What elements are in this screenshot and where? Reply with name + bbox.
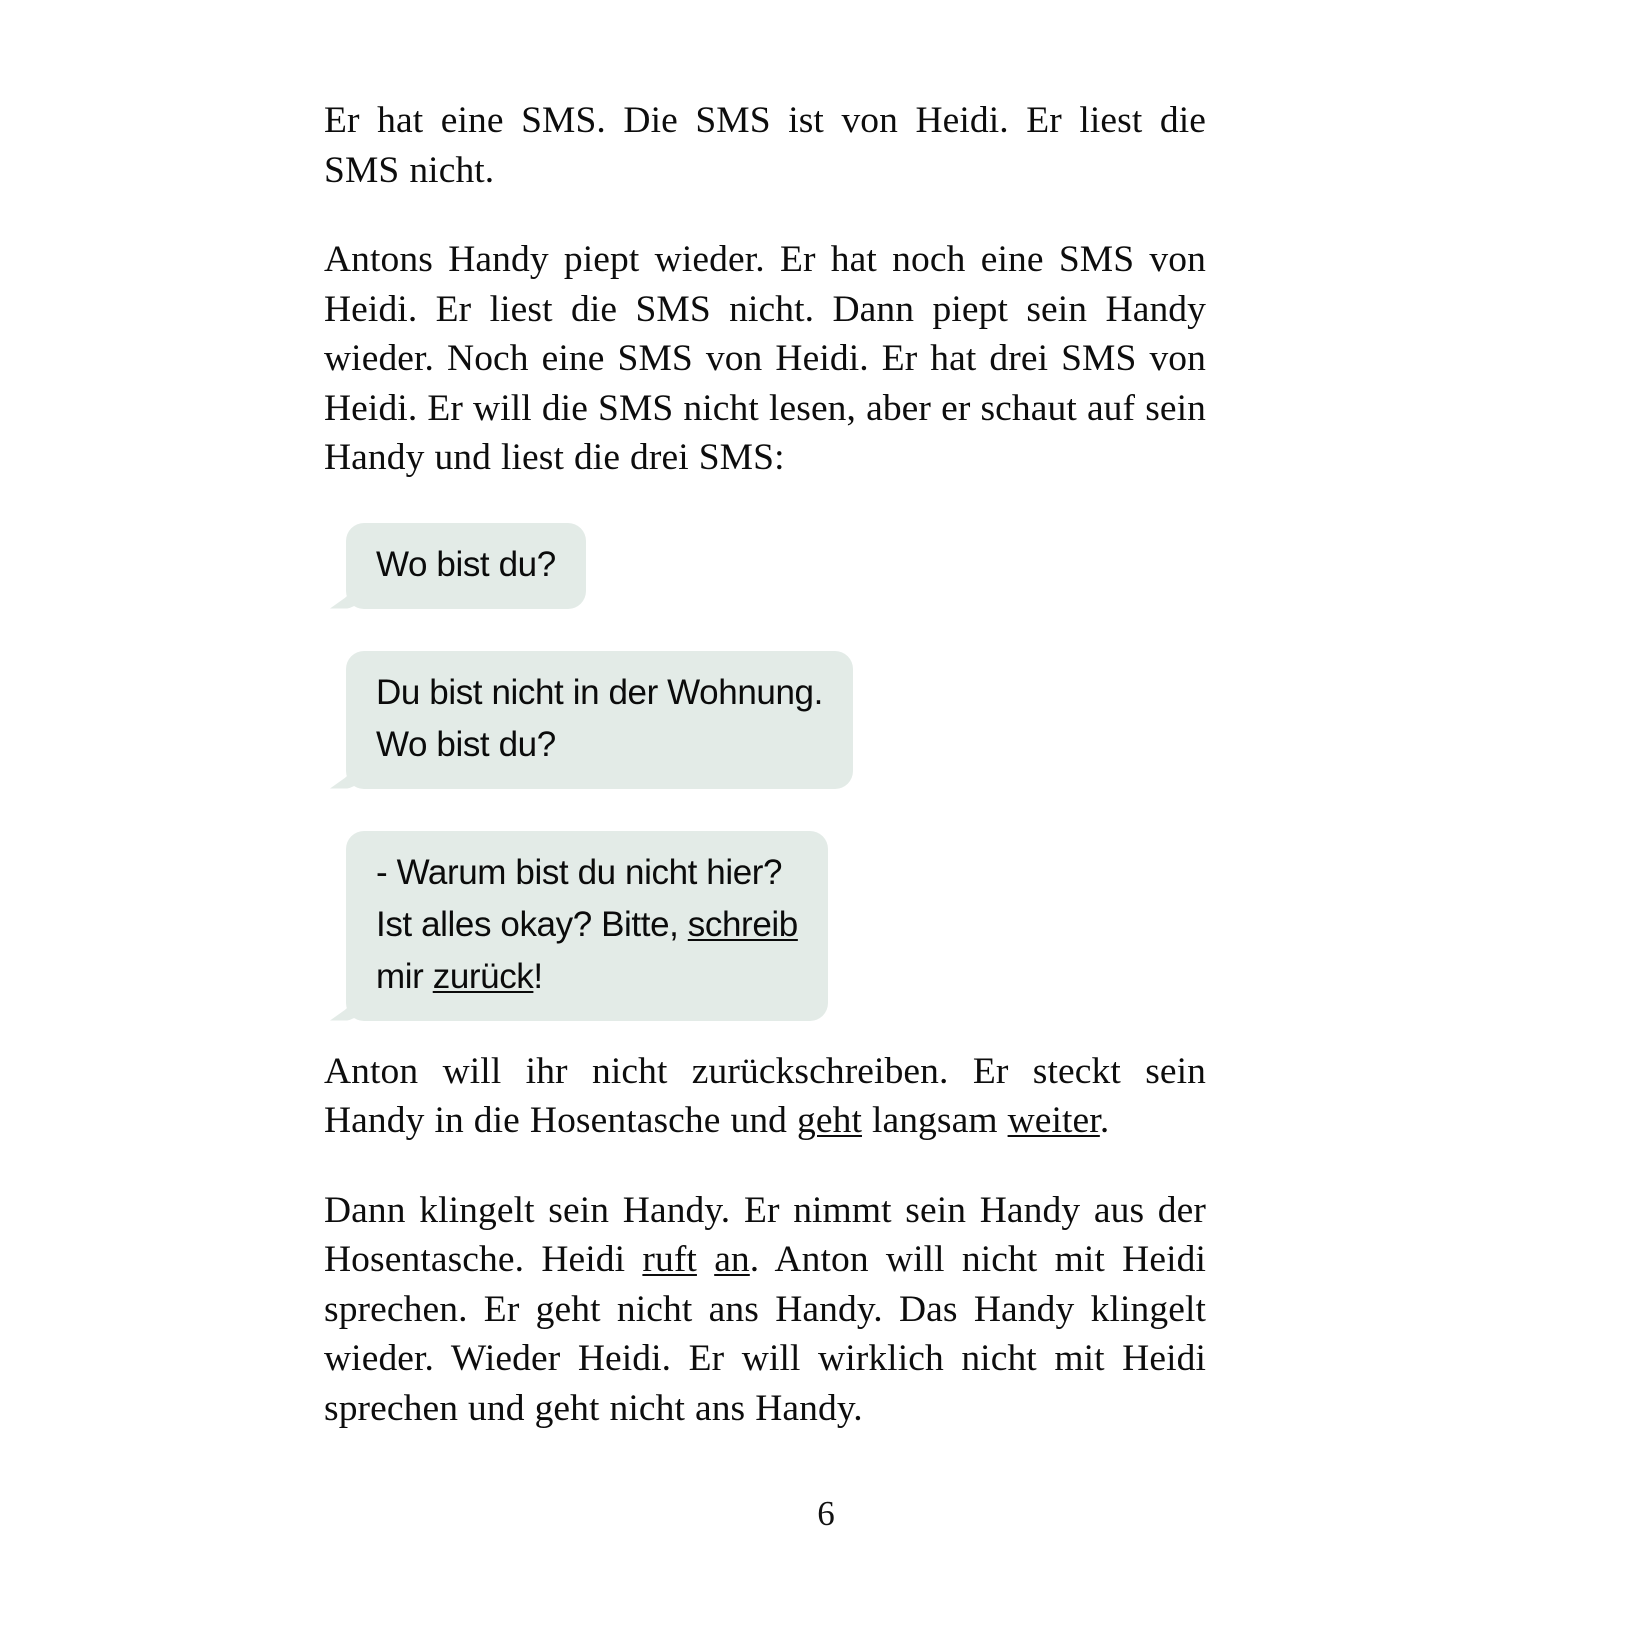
- sms-message-row-3: [324, 831, 1206, 1021]
- sms-bubble-3-line-3b: !: [533, 956, 543, 996]
- paragraph-3-underline-weiter: weiter: [1007, 1100, 1100, 1141]
- sms-bubble-3-underline-schreib: schreib: [687, 904, 798, 944]
- paragraph-4-text-b: [697, 1239, 714, 1280]
- paragraph-3-text-c: .: [1099, 1100, 1110, 1141]
- paragraph-3-text-a: Anton will ihr nicht zurückschreiben. Er steckt sein Handy in die Hosentasche und: [324, 1050, 1206, 1141]
- sms-bubble-3: [346, 831, 828, 1021]
- sms-bubble-1-text: Wo bist du?: [376, 544, 556, 584]
- sms-message-row-1: [324, 523, 1206, 609]
- sms-bubble-2-line-1: Du bist nicht in der Wohnung.: [376, 672, 823, 712]
- paragraph-2: Antons Handy piept wieder. Er hat noch eine SMS von Heidi. Er liest die SMS nicht. Dann piept sein Handy wieder. Noch eine SMS von Heidi. Er hat drei SMS von Heidi. Er will die SMS nicht lesen, aber er schaut auf sein Handy und liest die drei SMS:: [324, 239, 1206, 478]
- paragraph-4-underline-ruft: ruft: [642, 1239, 697, 1280]
- paragraph-3-underline-geht: geht: [797, 1100, 862, 1141]
- sms-bubble-2-line-2: Wo bist du?: [376, 724, 556, 764]
- paragraph-4-underline-an: an: [714, 1239, 750, 1280]
- paragraph-3-text-b: langsam: [861, 1100, 1008, 1141]
- sms-bubble-3-underline-zurueck: zurück: [432, 956, 534, 996]
- paragraph-1: Er hat eine SMS. Die SMS ist von Heidi. Er liest die SMS nicht.: [324, 100, 1206, 191]
- paragraph-3: [324, 1047, 1206, 1146]
- page-content: [324, 96, 1206, 1433]
- sms-message-row-2: [324, 651, 1206, 789]
- sms-bubble-3-line-1: - Warum bist du nicht hier?: [376, 852, 783, 892]
- sms-bubble-2: [346, 651, 853, 789]
- sms-bubble-1: [346, 523, 586, 609]
- page-number: 6: [817, 1494, 835, 1533]
- paragraph-4-text-a: Dann klingelt sein Handy. Er nimmt sein Handy aus der Hosentasche. Heidi: [324, 1189, 1206, 1280]
- sms-conversation: [324, 523, 1206, 1021]
- sms-bubble-3-line-3a: mir: [376, 956, 433, 996]
- paragraph-4-text-c: . Anton will nicht mit Heidi sprechen. Er geht nicht ans Handy. Das Handy klingelt wieder. Wieder Heidi. Er will wirklich nicht mit Heidi sprechen und geht nicht ans Handy.: [324, 1239, 1206, 1429]
- sms-bubble-3-line-2a: Ist alles okay? Bitte,: [376, 904, 688, 944]
- paragraph-4: [324, 1186, 1206, 1434]
